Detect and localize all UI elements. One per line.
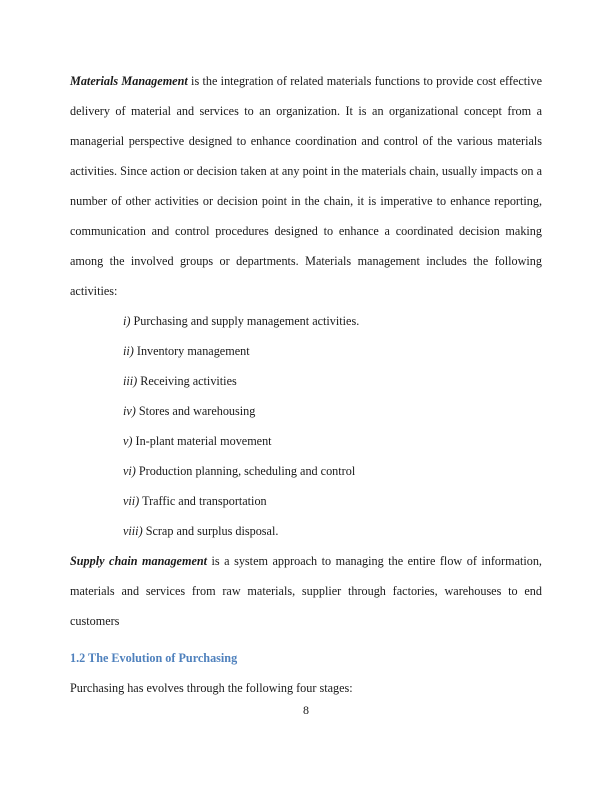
paragraph-purchasing-intro: Purchasing has evolves through the following four stages: <box>70 681 353 695</box>
activities-list <box>70 306 542 546</box>
list-item-number: iii) <box>123 374 138 388</box>
paragraph-materials-management-body: is the integration of related materials functions to provide cost effective delivery of material and services to an organization. It is an organizational concept from a managerial perspective designed to enhance coordination and control of the various materials activities. Since action or decision taken at any point in the materials chain, usually impacts on a number of other activities or decision point in the chain, it is imperative to enhance reporting, communication and control procedures designed to enhance a coordinated decision making among the involved groups or departments. Materials management includes the following activities: <box>70 74 543 298</box>
list-item-number: v) <box>123 434 133 448</box>
paragraph-materials-management <box>70 66 542 306</box>
list-item <box>123 516 542 546</box>
list-item <box>123 306 542 336</box>
list-item <box>123 396 542 426</box>
list-item-label: Scrap and surplus disposal. <box>142 524 279 538</box>
list-item-number: vii) <box>123 494 140 508</box>
list-item-number: vi) <box>123 464 136 478</box>
list-item <box>123 336 542 366</box>
paragraph-supply-chain-management <box>70 546 542 636</box>
list-item-number: i) <box>123 314 131 328</box>
page-number: 8 <box>303 703 309 717</box>
list-item-number: ii) <box>123 344 134 358</box>
list-item-label: Stores and warehousing <box>135 404 256 418</box>
paragraph-supply-chain-management-body: is a system approach to managing the entire flow of information, materials and services from raw materials, supplier through factories, warehouses to end customers <box>70 554 542 628</box>
list-item <box>123 486 542 516</box>
page-content <box>70 66 542 703</box>
list-item-label: Inventory management <box>133 344 250 358</box>
section-heading-1-2: 1.2 The Evolution of Purchasing <box>70 651 238 665</box>
list-item-number: viii) <box>123 524 143 538</box>
list-item-label: Purchasing and supply management activities. <box>130 314 360 328</box>
list-item-label: Traffic and transportation <box>139 494 267 508</box>
list-item <box>123 456 542 486</box>
list-item-label: Production planning, scheduling and control <box>135 464 356 478</box>
list-item <box>123 426 542 456</box>
heading-spacer <box>70 636 542 643</box>
list-item-label: Receiving activities <box>137 374 237 388</box>
term-supply-chain-management: Supply chain management <box>70 554 208 568</box>
list-item-number: iv) <box>123 404 136 418</box>
list-item-label: In-plant material movement <box>132 434 272 448</box>
list-item <box>123 366 542 396</box>
term-materials-management: Materials Management <box>70 74 188 88</box>
